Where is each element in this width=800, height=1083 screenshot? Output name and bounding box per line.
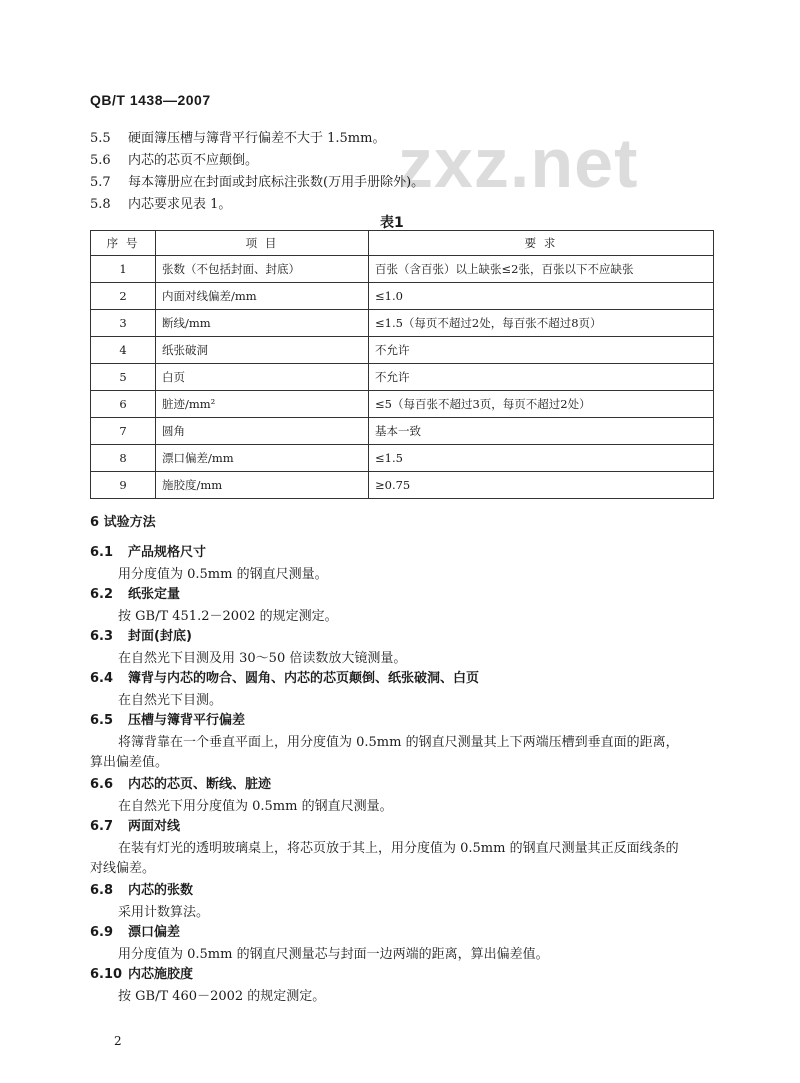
clause-5-7: 5.7 每本簿册应在封面或封底标注张数(万用手册除外)。 — [90, 175, 425, 190]
clause-6-7-title: 6.7 两面对线 — [90, 819, 181, 834]
clause-6-3-title: 6.3 封面(封底) — [90, 629, 192, 644]
clause-6-5-title: 6.5 压槽与簿背平行偏差 — [90, 713, 246, 728]
row-req: ≤1.0 — [369, 283, 714, 310]
row-req: 基本一致 — [369, 418, 714, 445]
row-req: 不允许 — [369, 364, 714, 391]
clause-6-8-title: 6.8 内芯的张数 — [90, 883, 194, 898]
row-seq: 1 — [91, 256, 156, 283]
clause-6-5-body-cont: 算出偏差值。 — [90, 755, 169, 770]
row-seq: 3 — [91, 310, 156, 337]
row-item: 圆角 — [156, 418, 369, 445]
clause-6-3-body: 在自然光下目测及用 30～50 倍读数放大镜测量。 — [118, 651, 407, 666]
clause-6-9-body: 用分度值为 0.5mm 的钢直尺测量芯与封面一边两端的距离，算出偏差值。 — [118, 947, 549, 962]
row-seq: 8 — [91, 445, 156, 472]
clause-6-1-title: 6.1 产品规格尺寸 — [90, 545, 207, 560]
clause-6-7-body: 在装有灯光的透明玻璃桌上，将芯页放于其上，用分度值为 0.5mm 的钢直尺测量其正反面线条的 — [118, 841, 679, 856]
page-number: 2 — [114, 1034, 122, 1048]
row-item: 张数（不包括封面、封底） — [156, 256, 369, 283]
table-row — [91, 391, 714, 418]
row-req: ≤5（每百张不超过3页，每页不超过2处） — [369, 391, 714, 418]
row-item: 白页 — [156, 364, 369, 391]
table-row — [91, 310, 714, 337]
clause-6-6-body: 在自然光下用分度值为 0.5mm 的钢直尺测量。 — [118, 799, 393, 814]
row-item: 脏迹/mm² — [156, 391, 369, 418]
requirements-table — [90, 230, 714, 499]
clause-6-6-title: 6.6 内芯的芯页、断线、脏迹 — [90, 777, 272, 792]
clause-6-4-title: 6.4 簿背与内芯的吻合、圆角、内芯的芯页颠倒、纸张破洞、白页 — [90, 671, 480, 686]
row-req: ≥0.75 — [369, 472, 714, 499]
clause-6-2-body: 按 GB/T 451.2－2002 的规定测定。 — [118, 609, 338, 624]
table-row — [91, 445, 714, 472]
row-seq: 9 — [91, 472, 156, 499]
table-row — [91, 472, 714, 499]
table-row — [91, 418, 714, 445]
standard-code: QB/T 1438—2007 — [90, 92, 211, 108]
row-seq: 7 — [91, 418, 156, 445]
clause-6-9-title: 6.9 漂口偏差 — [90, 925, 181, 940]
table-row — [91, 364, 714, 391]
row-req: 百张（含百张）以上缺张≤2张，百张以下不应缺张 — [369, 256, 714, 283]
clause-5-5: 5.5 硬面簿压槽与簿背平行偏差不大于 1.5mm。 — [90, 131, 386, 146]
row-seq: 6 — [91, 391, 156, 418]
row-item: 内面对线偏差/mm — [156, 283, 369, 310]
row-item: 断线/mm — [156, 310, 369, 337]
header-seq: 序 号 — [91, 231, 156, 256]
table-title: 表1 — [380, 215, 404, 231]
clause-6-7-body-cont: 对线偏差。 — [90, 861, 156, 876]
clause-6-10-title: 6.10 内芯施胶度 — [90, 967, 194, 982]
header-item: 项 目 — [156, 231, 369, 256]
row-seq: 4 — [91, 337, 156, 364]
table-row — [91, 283, 714, 310]
clause-6-2-title: 6.2 纸张定量 — [90, 587, 181, 602]
table-row — [91, 256, 714, 283]
section-6-title: 6 试验方法 — [90, 515, 156, 530]
table-row — [91, 337, 714, 364]
row-item: 漂口偏差/mm — [156, 445, 369, 472]
clause-5-8: 5.8 内芯要求见表 1。 — [90, 197, 232, 212]
row-item: 施胶度/mm — [156, 472, 369, 499]
table-header-row — [91, 231, 714, 256]
row-seq: 2 — [91, 283, 156, 310]
row-item: 纸张破洞 — [156, 337, 369, 364]
row-req: 不允许 — [369, 337, 714, 364]
clause-6-10-body: 按 GB/T 460－2002 的规定测定。 — [118, 989, 326, 1004]
clause-6-1-body: 用分度值为 0.5mm 的钢直尺测量。 — [118, 567, 328, 582]
clause-6-8-body: 采用计数算法。 — [118, 905, 210, 920]
header-req: 要 求 — [369, 231, 714, 256]
row-req: ≤1.5 — [369, 445, 714, 472]
row-req: ≤1.5（每页不超过2处，每百张不超过8页） — [369, 310, 714, 337]
clause-6-4-body: 在自然光下目测。 — [118, 693, 223, 708]
row-seq: 5 — [91, 364, 156, 391]
clause-6-5-body: 将簿背靠在一个垂直平面上，用分度值为 0.5mm 的钢直尺测量其上下两端压槽到垂直面的距离， — [118, 735, 679, 750]
watermark: zxz.net — [398, 124, 639, 202]
clause-5-6: 5.6 内芯的芯页不应颠倒。 — [90, 153, 259, 168]
